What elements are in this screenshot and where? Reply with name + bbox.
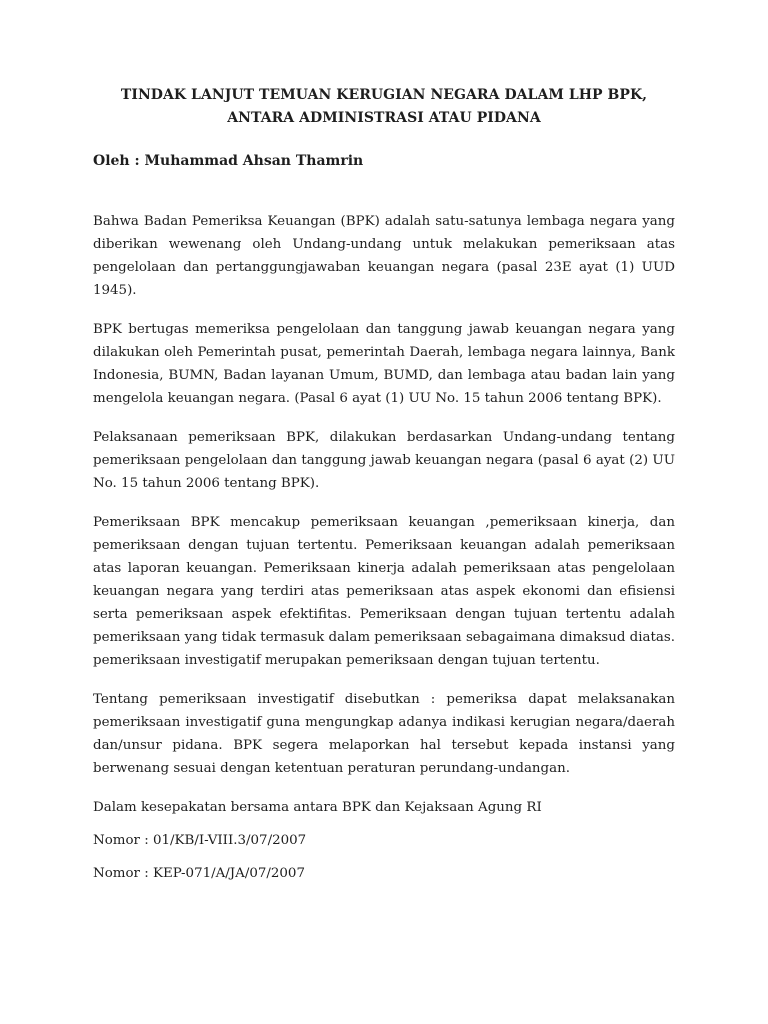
paragraph-bpk-duties: BPK bertugas memeriksa pengelolaan dan tanggung jawab keuangan negara yang dilakukan oleh Pemerintah pusat, pemerintah Daerah, lembaga negara lainnya, Bank Indonesia, BUMN, Badan layanan Umum, BUMD, dan lembaga atau badan lain yang mengelola keuangan negara. (Pasal 6 ayat (1) UU No. 15 tahun 2006 tentang BPK). bbox=[93, 322, 675, 406]
paragraph-audit-types: Pemeriksaan BPK mencakup pemeriksaan keuangan ,pemeriksaan kinerja, dan pemeriksaan dengan tujuan tertentu. Pemeriksaan keuangan adalah pemeriksaan atas laporan keuangan. Pemeriksaan kinerja adalah pemeriksaan atas pengelolaan keuangan negara yang terdiri atas pemeriksaan atas aspek ekonomi dan efisiensi serta pemeriksaan aspek efektifitas. Pemeriksaan dengan tujuan tertentu adalah pemeriksaan yang tidak termasuk dalam pemeriksaan sebagaimana dimaksud diatas. pemeriksaan investigatif merupakan pemeriksaan dengan tujuan tertentu. bbox=[93, 515, 675, 668]
document-body bbox=[93, 210, 675, 885]
author-line: Oleh : Muhammad Ahsan Thamrin bbox=[93, 153, 364, 169]
title-line-2: ANTARA ADMINISTRASI ATAU PIDANA bbox=[227, 110, 541, 126]
paragraph-bpk-authority: Bahwa Badan Pemeriksa Keuangan (BPK) adalah satu-satunya lembaga negara yang diberikan wewenang oleh Undang-undang untuk melakukan pemeriksaan atas pengelolaan dan pertanggungjawaban keuangan negara (pasal 23E ayat (1) UUD 1945). bbox=[93, 214, 675, 298]
agreement-intro: Dalam kesepakatan bersama antara BPK dan Kejaksaan Agung RI bbox=[93, 800, 542, 815]
paragraph-audit-basis: Pelaksanaan pemeriksaan BPK, dilakukan berdasarkan Undang-undang tentang pemeriksaan pengelolaan dan tanggung jawab keuangan negara (pasal 6 ayat (2) UU No. 15 tahun 2006 tentang BPK). bbox=[93, 430, 675, 491]
document-title bbox=[93, 84, 675, 130]
document-page bbox=[93, 84, 675, 895]
paragraph-investigative-audit: Tentang pemeriksaan investigatif disebutkan : pemeriksa dapat melaksanakan pemeriksaan investigatif guna mengungkap adanya indikasi kerugian negara/daerah dan/unsur pidana. BPK segera melaporkan hal tersebut kepada instansi yang berwenang sesuai dengan ketentuan peraturan perundang-undangan. bbox=[93, 692, 675, 776]
agreement-number-2: Nomor : KEP-071/A/JA/07/2007 bbox=[93, 866, 305, 881]
title-line-1: TINDAK LANJUT TEMUAN KERUGIAN NEGARA DALAM LHP BPK, bbox=[120, 87, 648, 103]
agreement-number-1: Nomor : 01/KB/I-VIII.3/07/2007 bbox=[93, 833, 307, 848]
